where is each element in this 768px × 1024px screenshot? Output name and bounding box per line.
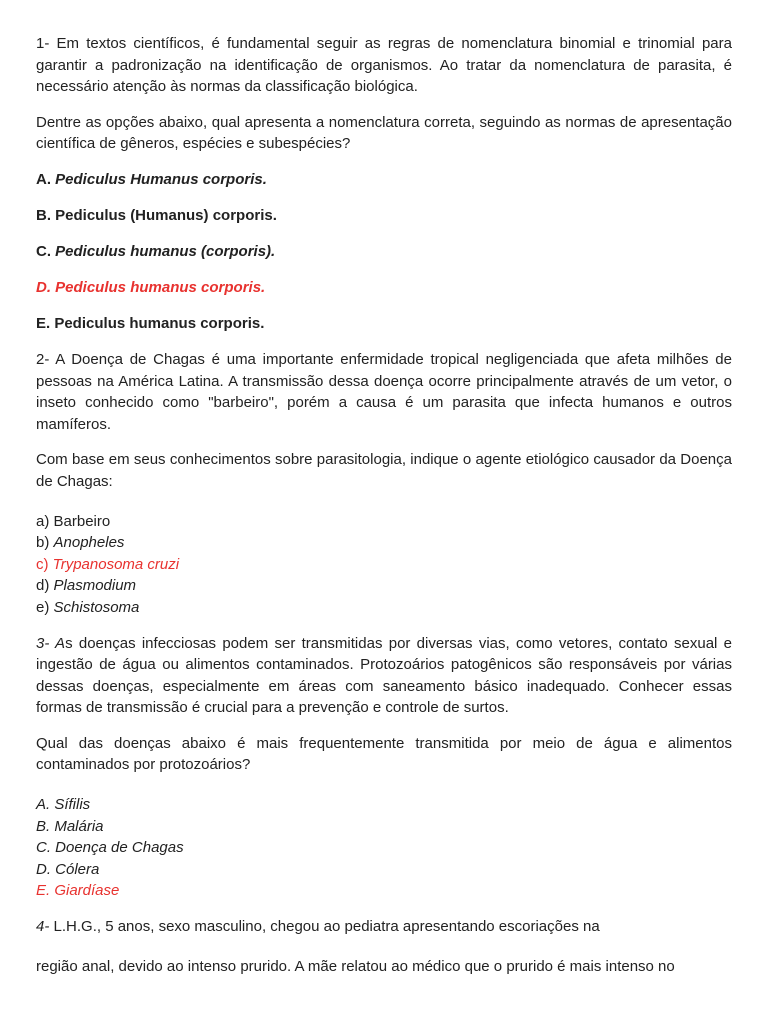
- q4-number: 4-: [36, 918, 50, 936]
- q3-option-b: B. Malária: [36, 817, 104, 835]
- q3-intro: [36, 633, 732, 719]
- q3-option-e-correct: E. Giardíase: [36, 882, 120, 900]
- q1-option-a-text: Pediculus Humanus corporis.: [55, 170, 267, 188]
- q3-option-d: D. Cólera: [36, 860, 100, 878]
- q2-option-e-letter: e): [36, 598, 50, 616]
- q2-option-b-letter: b): [36, 534, 50, 552]
- q1-option-c-text: Pediculus humanus (corporis).: [55, 242, 276, 260]
- q2-option-d: [36, 575, 732, 597]
- q2-option-e-text: Schistosoma: [53, 598, 140, 616]
- q1-question: Dentre as opções abaixo, qual apresenta a nomenclatura correta, seguindo as normas de apresentação científica de gêneros, espécies e subespécies?: [36, 113, 732, 153]
- q2-option-d-letter: d): [36, 577, 50, 595]
- q3-question: Qual das doenças abaixo é mais frequentemente transmitida por meio de água e alimentos contaminados por protozoários?: [36, 734, 732, 774]
- q2-options: [36, 511, 732, 619]
- q4-line-1-text: L.H.G., 5 anos, sexo masculino, chegou ao pediatra apresentando escoriações na: [49, 918, 600, 936]
- q2-option-e: [36, 597, 732, 619]
- q2-option-a: a) Barbeiro: [36, 512, 111, 530]
- q3-intro-number: 3- A: [36, 634, 66, 652]
- q1-intro: 1- Em textos científicos, é fundamental seguir as regras de nomenclatura binomial e trinomial para garantir a padronização na identificação de organismos. Ao tratar da nomenclatura de parasita, é necessário atenção às normas da classificação biológica.: [36, 35, 732, 96]
- q3-option-c: C. Doença de Chagas: [36, 839, 184, 857]
- q2-question: Com base em seus conhecimentos sobre parasitologia, indique o agente etiológico causador da Doença de Chagas:: [36, 451, 732, 490]
- q4-line-2: região anal, devido ao intenso prurido. A mãe relatou ao médico que o prurido é mais intenso no: [36, 957, 675, 975]
- q2-intro: 2- A Doença de Chagas é uma importante enfermidade tropical negligenciada que afeta milhões de pessoas na América Latina. A transmissão dessa doença ocorre principalmente através de um vetor, o inseto conhecido como "barbeiro", porém a causa é um parasita que infecta humanos e outros mamíferos.: [36, 350, 732, 433]
- q2-option-c-letter: c): [36, 555, 49, 573]
- q1-option-b: B. Pediculus (Humanus) corporis.: [36, 206, 277, 224]
- q3-option-a: A. Sífilis: [36, 796, 91, 814]
- q2-option-b-text: Anopheles: [53, 534, 125, 552]
- q1-option-a-letter: A.: [36, 170, 51, 188]
- q1-option-c: [36, 241, 732, 263]
- q3-intro-text: s doenças infecciosas podem ser transmitidas por diversas vias, como vetores, contato sexual e ingestão de água ou alimentos contaminados. Protozoários patogênicos são responsáveis por várias dessas doenças, especialmente em áreas com saneamento básico inadequado. Conhecer essas formas de transmissão é crucial para a prevenção e controle de surtos.: [36, 634, 732, 717]
- q2-option-d-text: Plasmodium: [53, 577, 137, 595]
- q2-option-b: [36, 532, 732, 554]
- document-page: [36, 0, 732, 977]
- q2-option-c-correct: [36, 554, 732, 576]
- q1-option-a: [36, 169, 732, 191]
- q1-option-d-correct: D. Pediculus humanus corporis.: [36, 278, 266, 296]
- q1-option-c-letter: C.: [36, 242, 51, 260]
- q1-option-e: E. Pediculus humanus corporis.: [36, 314, 265, 332]
- q4-line-1: [36, 916, 732, 938]
- q3-options: [36, 794, 732, 902]
- q2-option-c-text: Trypanosoma cruzi: [52, 555, 180, 573]
